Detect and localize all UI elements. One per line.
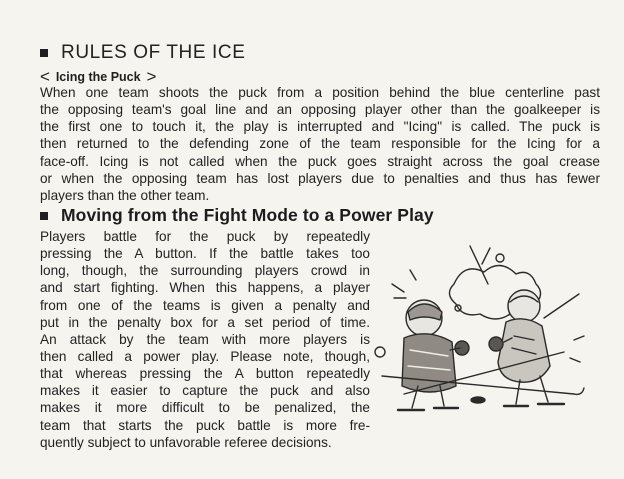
section-heading-text: Moving from the Fight Mode to a Power Play [61, 205, 434, 225]
player-head-icon [508, 290, 540, 322]
paragraph-line: makes it more difficult to be penalized, the [40, 400, 370, 416]
paragraph-line: the first one to touch it, the play is interrupted and "Icing" is called. The puck is [40, 119, 600, 135]
paragraph-line: then called a power play. Please note, though, [40, 348, 370, 364]
paragraph-line: then returned to the defending zone of the team responsible for the Icing for a [40, 136, 600, 152]
subheading-open-bracket: < [40, 67, 50, 86]
paragraph-line: and start fighting. When this happens, a player [40, 280, 370, 296]
glove-icon [489, 337, 503, 351]
puck-icon [471, 397, 485, 403]
paragraph-line: the opposing team's goal line and an opposing player other than the goalkeeper is [40, 102, 600, 118]
fight-mode-paragraph [40, 228, 370, 451]
paragraph-line: from one of the teams is given a penalty and [40, 297, 370, 313]
raised-stick-right-icon [544, 294, 579, 318]
subheading-title: Icing the Puck [55, 70, 141, 84]
flying-object-icon [375, 347, 385, 357]
square-bullet-icon [40, 212, 48, 220]
paragraph-line: or when the opposing team has lost players due to penalties and thus has fewer [40, 170, 600, 186]
section-heading-text: RULES OF THE ICE [61, 42, 246, 63]
paragraph-line: face-off. Icing is not called when the puck goes straight across the goal crease [40, 153, 600, 169]
stick-blade-icon [574, 388, 584, 394]
paragraph-line: Players battle for the puck by repeatedly [40, 229, 370, 244]
flying-object-icon [496, 254, 504, 262]
paragraph-line: long, though, the surrounding players crowd in [40, 263, 370, 279]
icing-paragraph [40, 84, 600, 204]
paragraph-line: When one team shoots the puck from a position behind the blue centerline past [40, 85, 600, 100]
square-bullet-icon [40, 49, 48, 57]
paragraph-line: makes it easier to capture the puck and also [40, 383, 370, 399]
section-heading-rules-of-the-ice [40, 42, 246, 64]
paragraph-line: players than the other team. [40, 187, 210, 203]
subheading-close-bracket: > [146, 67, 157, 86]
hockey-fight-illustration [374, 244, 596, 424]
skates-icon [398, 404, 564, 410]
paragraph-line: that whereas pressing the A button repeatedly [40, 366, 370, 382]
paragraph-line: team that starts the puck battle is more fre- [40, 417, 370, 433]
paragraph-line: pressing the A button. If the battle takes too [40, 246, 370, 262]
section-heading-fight-mode [40, 205, 434, 226]
player-jersey-icon [402, 334, 456, 392]
raised-stick-blade-icon [482, 248, 490, 264]
paragraph-line: quently subject to unfavorable referee decisions. [40, 434, 332, 450]
raised-stick-icon [470, 246, 488, 284]
paragraph-line: An attack by the team with more players is [40, 331, 370, 347]
paragraph-line: put in the penalty box for a set period of time. [40, 314, 370, 330]
